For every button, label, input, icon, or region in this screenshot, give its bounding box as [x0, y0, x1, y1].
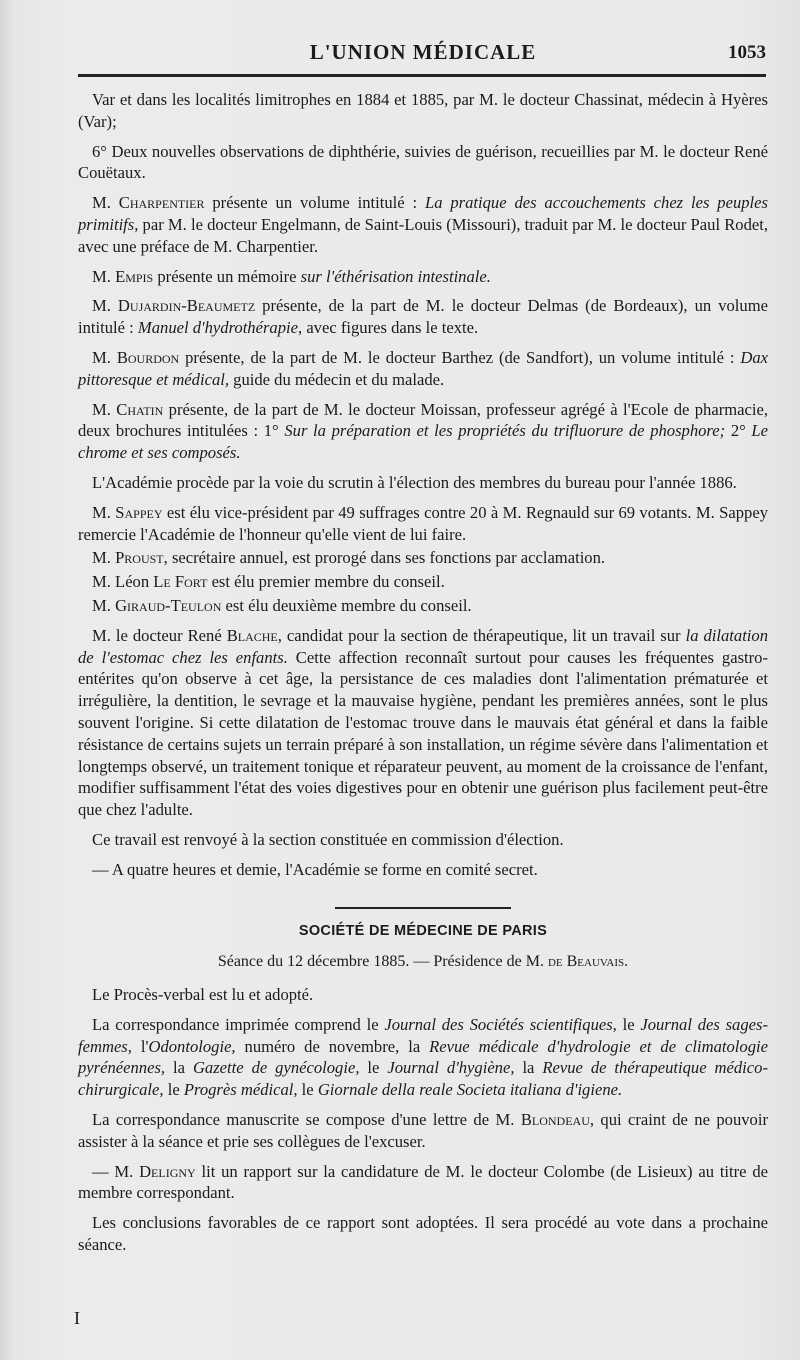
paragraph-p9	[78, 502, 768, 546]
paragraph-p4	[78, 266, 768, 288]
text-run: la	[165, 1058, 193, 1078]
paragraph-p7	[78, 399, 768, 464]
text-run: présente, de la part de M. le docteur Barthez (de Sandfort), un volume intitulé :	[179, 347, 741, 367]
text-run: le	[616, 1014, 641, 1034]
italic-title: sur l'éthérisation intestinale.	[300, 266, 491, 286]
text-run: l'	[131, 1036, 149, 1056]
text-run: , qui craint de ne pouvoir assister à la séance et prie ses collègues de l'excuser.	[78, 1110, 768, 1151]
text-run: — A quatre heures et demie, l'Académie se forme en comité secret.	[92, 859, 538, 879]
text-run: — M.	[92, 1161, 140, 1181]
italic-title: Giornale della reale Societa italiana d'igiene.	[317, 1080, 623, 1100]
text-run: lit un rapport sur la candidature de M. le docteur Colombe (de Lisieux) au titre de membre correspondant.	[78, 1161, 768, 1203]
seance-line	[78, 951, 768, 973]
person-name: Deligny	[139, 1161, 196, 1181]
italic-title: La pratique des accouchements chez les peuples primitifs	[78, 193, 768, 234]
text-run: le	[297, 1080, 318, 1100]
italic-title: Journal des sages-femmes,	[78, 1014, 769, 1056]
person-name: Sappey	[115, 502, 163, 522]
text-run: 6° Deux nouvelles observations de diphthérie, suivies de guérison, recueillies par M. le docteur René Couëtaux.	[78, 141, 768, 183]
italic-title: Dax pittoresque et médical,	[78, 347, 768, 389]
italic-title: Revue médicale d'hydrologie et de climatologie pyrénéennes,	[78, 1036, 768, 1078]
text-run: présente un volume intitulé :	[204, 193, 425, 213]
text-run: est élu deuxième membre du conseil.	[221, 595, 472, 615]
text-run: Les conclusions favorables de ce rapport sont adoptées. Il sera procédé au vote dans a prochaine séance.	[78, 1213, 768, 1255]
paragraph-p6	[78, 347, 768, 391]
text-run: , candidat pour la section de thérapeutique, lit un travail sur	[277, 625, 686, 645]
paragraph-p5	[78, 295, 768, 339]
person-name: Bourdon	[116, 347, 180, 367]
text-run: 2°	[725, 421, 752, 441]
paragraph-p8	[78, 472, 768, 494]
paragraph-p11	[78, 571, 768, 593]
text-run: M. le docteur René	[92, 625, 227, 645]
person-name: Chatin	[116, 399, 164, 419]
text-run: M.	[92, 502, 116, 522]
text-run: , par M. le docteur Engelmann, de Saint-Louis (Missouri), traduit par M. le docteur Paul Rodet, avec une préface de M. Charpentier.	[78, 214, 768, 256]
person-name: Dujardin-Beaumetz	[117, 296, 256, 316]
text-run: est élu premier membre du conseil.	[207, 572, 445, 592]
italic-title: la dilatation de l'estomac chez les enfants.	[78, 625, 769, 667]
person-name: Proust	[115, 548, 164, 568]
person-name: Blache	[226, 625, 278, 645]
paragraph-p1	[78, 89, 768, 133]
italic-title: Le chrome et ses composés.	[78, 421, 769, 463]
section-divider	[335, 907, 511, 909]
text-run: guide du médecin et du malade.	[229, 369, 445, 389]
text-run: est élu vice-président par 49 suffrages contre 20 à M. Regnauld sur 69 votants. M. Sappey remercie l'Académie de l'honneur qu'elle vient de lui faire.	[78, 502, 768, 544]
text-run: M.	[92, 296, 118, 316]
text-run: présente, de la part de M. le docteur Delmas (de Bordeaux), un volume intitulé :	[78, 296, 768, 338]
italic-title: Journal des Sociétés scientifiques,	[384, 1014, 617, 1034]
text-run: .	[624, 953, 629, 971]
person-name: Blondeau	[520, 1110, 590, 1130]
italic-title: Odontologie,	[148, 1036, 236, 1056]
text-run: M.	[92, 595, 116, 615]
paragraph-s2	[78, 1014, 768, 1101]
person-name: Giraud-Teulon	[115, 595, 222, 615]
paragraph-p10	[78, 547, 768, 569]
italic-title: Progrès médical,	[183, 1080, 298, 1100]
text-run: M.	[92, 347, 117, 367]
text-run: , secrétaire annuel, est prorogé dans ses fonctions par acclamation.	[163, 548, 606, 568]
text-run: le	[163, 1080, 184, 1100]
text-run: présente, de la part de M. le docteur Moissan, professeur agrégé à l'Ecole de pharmacie, deux brochures intitulées : 1°	[78, 399, 768, 441]
text-run: le	[359, 1058, 388, 1078]
page-number: 1053	[728, 42, 766, 63]
text-run: , avec figures dans le texte.	[298, 318, 479, 338]
paragraph-p13	[78, 625, 768, 821]
paragraph-s3	[78, 1109, 768, 1153]
italic-title: Revue de thérapeutique médico-chirurgicale,	[78, 1058, 768, 1100]
article-body	[78, 89, 768, 1258]
italic-title: Gazette de gynécologie,	[192, 1058, 360, 1078]
person-name: Charpentier	[118, 193, 205, 213]
paragraph-p14	[78, 829, 768, 851]
running-title: L'UNION MÉDICALE	[309, 40, 537, 64]
italic-title: Manuel d'hydrothérapie	[137, 318, 299, 338]
text-run: M.	[92, 193, 119, 213]
text-run: M.	[92, 266, 116, 286]
person-name: de Beauvais	[547, 953, 625, 971]
italic-title: Journal d'hygiène,	[387, 1058, 515, 1078]
paragraph-p12	[78, 595, 768, 617]
text-run: Le Procès-verbal est lu et adopté.	[92, 985, 314, 1005]
paragraph-s4	[78, 1161, 768, 1205]
text-run: Cette affection reconnaît surtout pour causes les fréquentes gastro-entérites qu'on observe à cet âge, la persistance de ces maladies dont l'alimentation prématurée et irrégulière, la dentition, le sevrage et la mauvaise hygiène, pendant les premières années, sont le plus souvent l'origine. Si cette dilatation de l'estomac trouve dans le mauvais état général et dans la faible résistance de certains sujets un terrain préparé à son installation, un régime sévère dans l'alimentation et longtemps observé, un traitement tonique et réparateur peuvent, au moment de la croissance de l'enfant, modifier suffisamment l'état des voies digestives pour en obtenir une guérison plus facilement peut-être que chez l'adulte.	[78, 647, 768, 820]
society-title: SOCIÉTÉ DE MÉDECINE DE PARIS	[298, 922, 548, 939]
academie-minutes	[78, 89, 768, 881]
page-header	[78, 40, 768, 66]
signature-mark: I	[74, 1308, 80, 1328]
text-run: Ce travail est renvoyé à la section constituée en commission d'élection.	[92, 829, 564, 849]
text-run: Var et dans les localités limitrophes en 1884 et 1885, par M. le docteur Chassinat, médecin à Hyères (Var);	[78, 90, 768, 131]
text-run: M.	[92, 548, 116, 568]
header-rule	[78, 74, 766, 77]
paragraph-p2	[78, 141, 768, 185]
paragraph-s1	[78, 984, 768, 1006]
text-run: La correspondance imprimée comprend le	[92, 1014, 385, 1034]
text-run: L'Académie procède par la voie du scrutin à l'élection des membres du bureau pour l'année 1886.	[92, 472, 737, 492]
text-run: la	[514, 1058, 543, 1078]
italic-title: Sur la préparation et les propriétés du trifluorure de phosphore;	[284, 421, 726, 441]
text-run: Séance du 12 décembre 1885. — Présidence de M.	[217, 953, 548, 971]
paragraph-p3	[78, 192, 768, 257]
text-run: M. Léon	[92, 572, 154, 592]
person-name: Empis	[115, 266, 154, 286]
person-name: Le Fort	[153, 572, 208, 592]
text-run: présente un mémoire	[153, 266, 301, 286]
paragraph-s5	[78, 1212, 768, 1256]
society-minutes	[78, 984, 768, 1256]
paragraph-p15	[78, 859, 768, 881]
text-run: M.	[92, 399, 117, 419]
text-run: numéro de novembre, la	[235, 1036, 430, 1056]
text-run: La correspondance manuscrite se compose d'une lettre de M.	[92, 1110, 521, 1130]
